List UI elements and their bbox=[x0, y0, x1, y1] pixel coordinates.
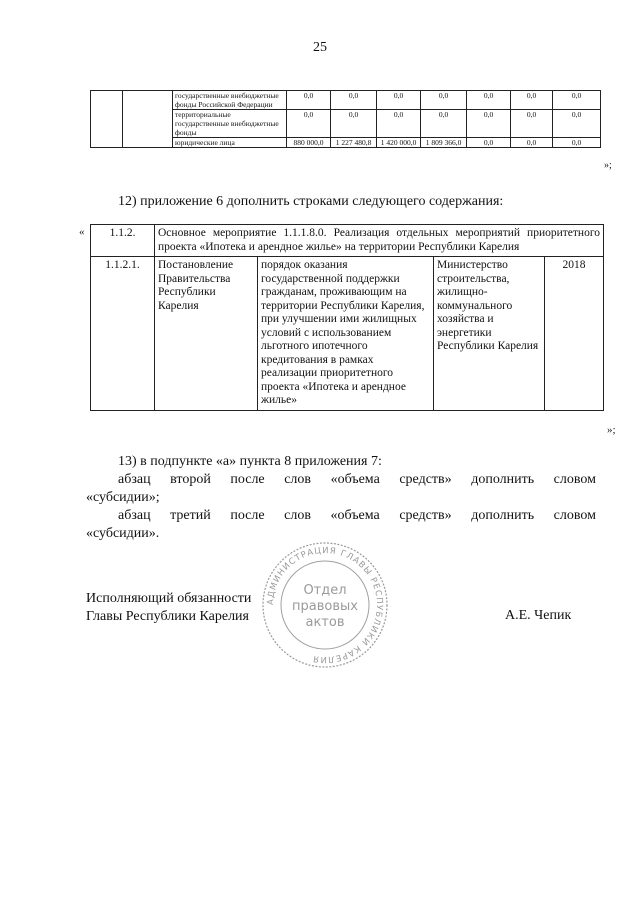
cell: 0,0 bbox=[467, 138, 511, 148]
cell: 0,0 bbox=[421, 110, 467, 138]
cell: 0,0 bbox=[511, 138, 553, 148]
cell: 1 809 366,0 bbox=[421, 138, 467, 148]
table-row bbox=[91, 91, 601, 110]
table-close-quote: »; bbox=[607, 424, 616, 436]
stamp-center-line: правовых bbox=[292, 599, 358, 614]
main-measure-text: Основное мероприятие 1.1.1.8.0. Реализация отдельных мероприятий приоритетного проекта «Ипотека и арендное жилье» на территории Республики Карелия bbox=[155, 225, 604, 257]
cell: 1 227 480,8 bbox=[331, 138, 377, 148]
cell: 0,0 bbox=[511, 110, 553, 138]
official-stamp bbox=[260, 540, 390, 670]
cell: 0,0 bbox=[287, 110, 331, 138]
paragraph-a-line: абзац второй после слов «объема средств» дополнить словом bbox=[118, 472, 596, 487]
paragraph-b-line: абзац третий после слов «объема средств» дополнить словом bbox=[118, 508, 596, 523]
executor: Министерство строительства, жилищно-коммунального хозяйства и энергетики Республики Карелия bbox=[434, 257, 545, 411]
cell: 0,0 bbox=[287, 91, 331, 110]
cell: 880 000,0 bbox=[287, 138, 331, 148]
year: 2018 bbox=[545, 257, 604, 411]
document-type: Постановление Правительства Республики Карелия bbox=[155, 257, 258, 411]
signature-name: А.Е. Чепик bbox=[505, 608, 572, 623]
cell: 0,0 bbox=[331, 110, 377, 138]
cell: 0,0 bbox=[553, 91, 601, 110]
row-label: государственные внебюджетные фонды Российской Федерации bbox=[173, 91, 287, 110]
cell: 1 420 000,0 bbox=[377, 138, 421, 148]
cell: 0,0 bbox=[331, 91, 377, 110]
row-label: юридические лица bbox=[173, 138, 287, 148]
item-12-text: 12) приложение 6 дополнить строками следующего содержания: bbox=[118, 194, 504, 209]
cell: 0,0 bbox=[377, 91, 421, 110]
cell: 0,0 bbox=[377, 110, 421, 138]
signature-title-line1: Исполняющий обязанности bbox=[86, 591, 252, 606]
cell: 0,0 bbox=[553, 138, 601, 148]
paragraph-b-continuation: «субсидии». bbox=[86, 526, 160, 541]
table-open-quote: « bbox=[79, 226, 85, 238]
page-number: 25 bbox=[313, 40, 327, 55]
table-close-quote: »; bbox=[604, 160, 612, 171]
row-label: территориальные государственные внебюджетные фонды bbox=[173, 110, 287, 138]
table-row bbox=[91, 225, 604, 257]
table-row bbox=[91, 257, 604, 411]
stamp-ring-text: АДМИНИСТРАЦИЯ ГЛАВЫ РЕСПУБЛИКИ КАРЕЛИЯ bbox=[265, 545, 385, 665]
paragraph-a-continuation: «субсидии»; bbox=[86, 490, 160, 505]
cell: 0,0 bbox=[467, 91, 511, 110]
stamp-center-line: актов bbox=[305, 615, 345, 630]
stamp-center-line: Отдел bbox=[303, 583, 347, 598]
budget-table bbox=[90, 90, 601, 148]
cell: 0,0 bbox=[553, 110, 601, 138]
row-code: 1.1.2.1. bbox=[91, 257, 155, 411]
cell: 0,0 bbox=[511, 91, 553, 110]
cell: 0,0 bbox=[467, 110, 511, 138]
row-code: 1.1.2. bbox=[91, 225, 155, 257]
signature-title-line2: Главы Республики Карелия bbox=[86, 609, 249, 624]
item-13-text: 13) в подпункте «а» пункта 8 приложения 7: bbox=[118, 454, 382, 469]
measure-description: порядок оказания государственной поддержки гражданам, проживающим на территории Республики Карелия, при улучшении ими жилищных условий с использованием льготного ипотечного кредитования в рамках реализации приоритетного проекта «Ипотека и арендное жилье» bbox=[258, 257, 434, 411]
measures-table bbox=[90, 224, 604, 411]
cell: 0,0 bbox=[421, 91, 467, 110]
